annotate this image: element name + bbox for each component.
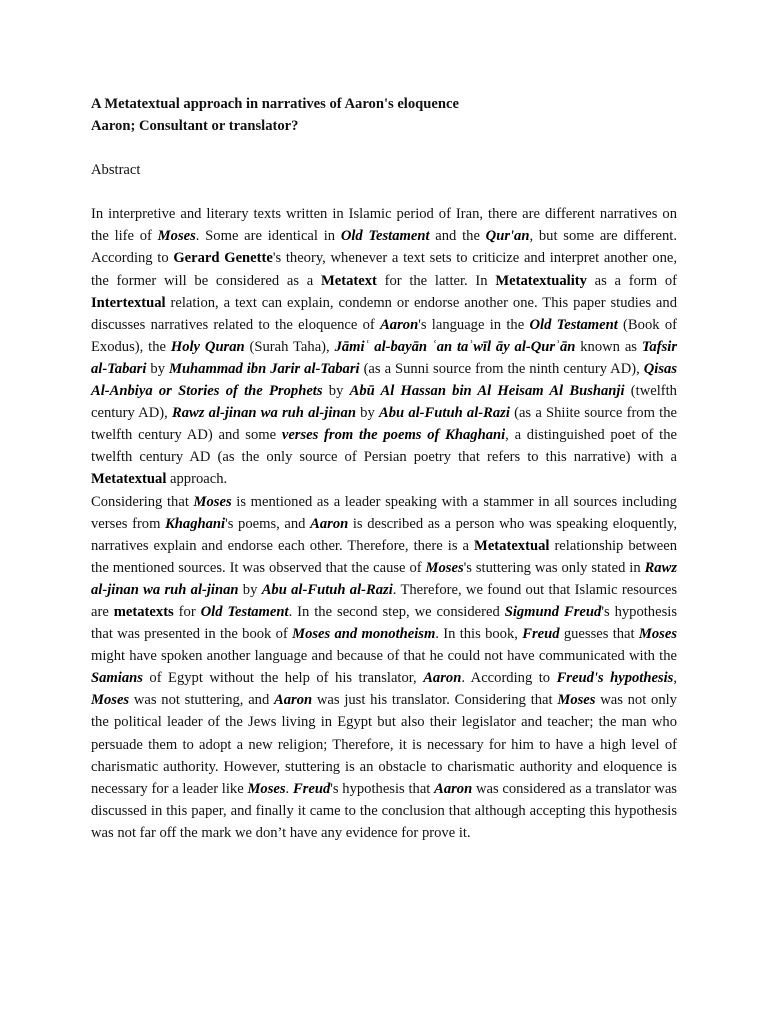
document-title (91, 93, 677, 137)
text-run: 's hypothesis that was presented in the book of (91, 603, 677, 643)
text-run: by (322, 383, 350, 400)
text-run: 's stuttering was only stated in (463, 559, 645, 576)
emphasis-term: Moses (157, 228, 196, 245)
emphasis-term: verses from the poems of Khaghani (281, 427, 506, 444)
text-run: guesses that (559, 626, 639, 643)
title-line-1: A Metatextual approach in narratives of Aaron's eloquence (91, 96, 459, 112)
text-run: . Some are identical in (195, 228, 341, 245)
text-run: 's poems, and (225, 515, 311, 532)
emphasis-term: Freud's hypothesis (556, 670, 674, 687)
text-run: . Therefore, we found out that Islamic resources are (91, 581, 678, 620)
text-run: is mentioned as a leader speaking with a stammer in all sources including verses from (91, 493, 677, 532)
abstract-paragraph-1 (91, 203, 677, 490)
text-run: was considered as a translator was discussed in this paper, and finally it came to the conclusion that although accepting this hypothesis was not far off the mark we don’t have any evidence for prove it. (91, 780, 677, 841)
text-run: (as a Sunni source from the ninth century AD), (359, 360, 644, 377)
text-run: relation, a text can explain, condemn or endorse another one. This paper studies and discusses narratives related to the eloquence of (91, 294, 677, 333)
text-run: is described as a person who was speaking eloquently, narratives explain and endorse each other. Therefore, there is a (91, 515, 677, 554)
emphasis-term: Old Testament (340, 228, 430, 245)
text-run: by (146, 360, 169, 377)
emphasis-term: Samians (91, 670, 143, 687)
emphasis-term: Aaron (310, 515, 349, 532)
emphasis-term: Old Testament (200, 603, 289, 620)
text-run: , a distinguished poet of the twelfth century AD (as the only source of Persian poetry that refers to this narrative) with a (91, 427, 677, 466)
emphasis-term: Khaghani (165, 515, 226, 532)
text-run: . According to (461, 670, 557, 687)
bold-term: Gerard Genette (173, 250, 273, 267)
emphasis-term: Moses (557, 692, 596, 709)
text-run: and the (429, 228, 486, 245)
emphasis-term: Qisas Al-Anbiya or Stories of the Prophets (91, 360, 677, 400)
emphasis-term: Aaron (380, 316, 419, 333)
document-page (91, 93, 677, 844)
emphasis-term: Jāmiʿ al-bayān ʿan taʾwīl āy al-Qurʾān (334, 338, 576, 355)
text-run: In interpretive and literary texts written in Islamic period of Iran, there are different narratives on the life of (91, 206, 677, 245)
emphasis-term: Tafsir al-Tabari (91, 338, 678, 377)
emphasis-term: Holy Quran (170, 338, 245, 355)
text-run: for (173, 603, 201, 620)
emphasis-term: Aaron (434, 780, 473, 797)
emphasis-term: Abū Al Hassan bin Al Heisam Al Bushanji (349, 383, 625, 400)
text-run: (twelfth century AD), (91, 383, 677, 422)
emphasis-term: Old Testament (529, 316, 618, 333)
emphasis-term: Moses (193, 493, 232, 510)
emphasis-term: Moses (638, 626, 677, 643)
text-run: approach. (166, 471, 228, 488)
text-run: (Surah Taha), (244, 338, 335, 355)
bold-term: metatexts (113, 603, 174, 620)
emphasis-term: Moses and monotheism (292, 626, 436, 643)
emphasis-term: Sigmund Freud (504, 603, 602, 620)
emphasis-term: Abu al-Futuh al-Razi (378, 405, 510, 422)
emphasis-term: Abu al-Futuh al-Razi (261, 581, 393, 598)
text-run: by (238, 581, 262, 598)
text-run: Considering that (91, 493, 194, 510)
bold-term: Metatextual (91, 471, 167, 488)
bold-term: Metatextuality (495, 272, 587, 289)
abstract-paragraph-2 (91, 491, 677, 845)
text-run: (as a Shiite source from the twelfth century AD) and some (91, 405, 677, 444)
text-run: 's theory, whenever a text sets to criticize and interpret another one, the former will be considered as a (91, 250, 677, 289)
text-run: was just his translator. Considering that (312, 692, 558, 709)
text-run: was not only the political leader of the Jews living in Egypt but also their legislator and teacher; the man who persuade them to adopt a new religion; Therefore, it is necessary for him to have a high level of charismatic authority. However, stuttering is an obstacle to charismatic authority and eloquence is necessary for a leader like (91, 692, 677, 797)
bold-term: Intertextual (91, 294, 166, 311)
text-run: as a form of (586, 272, 677, 289)
abstract-heading: Abstract (91, 162, 141, 179)
emphasis-term: Rawz al-jinan wa ruh al-jinan (171, 405, 356, 422)
emphasis-term: Freud (522, 626, 560, 643)
emphasis-term: Rawz al-jinan wa ruh al-jinan (91, 559, 678, 598)
emphasis-term: Muhammad ibn Jarir al-Tabari (168, 360, 360, 377)
text-run: , but some are different. According to (91, 228, 677, 267)
text-run: . In the second step, we considered (288, 603, 505, 620)
emphasis-term: Moses (247, 780, 286, 797)
emphasis-term: Freud (292, 780, 331, 797)
bold-term: Metatextual (474, 537, 550, 554)
emphasis-term: Moses (91, 692, 130, 709)
text-run: 's language in the (418, 316, 530, 333)
text-run: was not stuttering, and (129, 692, 275, 709)
text-run: known as (575, 338, 642, 355)
bold-term: Metatext (320, 272, 377, 289)
text-run: might have spoken another language and because of that he could not have communicated with the (91, 648, 677, 665)
text-run: . In this book, (435, 626, 523, 643)
emphasis-term: Moses (425, 559, 464, 576)
text-run: 's hypothesis that (330, 780, 435, 797)
text-run: by (355, 405, 379, 422)
emphasis-term: Qur'an (485, 228, 530, 245)
emphasis-term: Aaron (423, 670, 462, 687)
text-run: of Egypt without the help of his translator, (142, 670, 424, 687)
title-line-2: Aaron; Consultant or translator? (91, 118, 299, 135)
text-run: , (673, 670, 678, 687)
text-run: for the latter. In (376, 272, 496, 289)
text-run: . (285, 780, 293, 797)
text-run: (Book of Exodus), the (91, 316, 677, 355)
text-run: relationship between the mentioned sources. It was observed that the cause of (91, 537, 677, 576)
emphasis-term: Aaron (274, 692, 313, 709)
